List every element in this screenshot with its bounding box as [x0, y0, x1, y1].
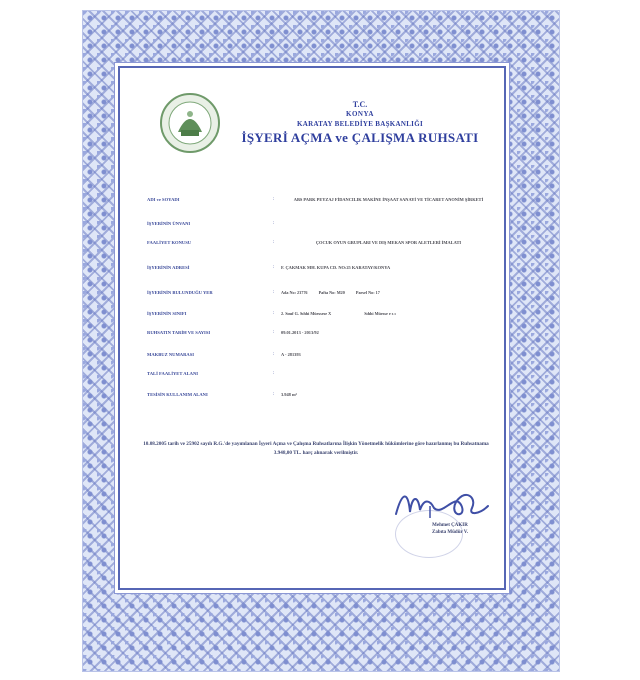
field-row-activity: [147, 240, 507, 262]
field-value: ÇOCUK OYUN GRUPLARI VE DIŞ MEKAN SPOR ALETLERİ İMALATI: [315, 240, 462, 245]
parcel-ada: Ada No: 23776: [281, 290, 308, 295]
handwritten-signature: [390, 484, 500, 524]
field-label: MAKBUZ NUMARASI: [147, 352, 195, 357]
field-value: F. ÇAKMAK MH. KUPA CD. NO:25 KARATAY/KONYA: [281, 265, 391, 270]
field-value: 3.948 m²: [281, 392, 297, 397]
field-colon: :: [273, 330, 275, 335]
field-label: TESİSİN KULLANIM ALANI: [147, 392, 208, 397]
signer-title: Zabıta Müdür V.: [432, 530, 468, 535]
field-row-name: [147, 197, 507, 219]
field-label: İŞYERİNİN ADRESİ: [147, 265, 190, 270]
field-colon: :: [273, 221, 275, 226]
field-label: İŞYERİNİN ÜNVANI: [147, 221, 191, 226]
field-colon: :: [273, 371, 275, 376]
class-primary: 2. Sınıf G. Sıhhi Müessese X: [281, 311, 332, 316]
field-label: ADI ve SOYADI: [147, 197, 180, 202]
signer-name: Mehmet ÇAKIR: [432, 523, 468, 528]
signer-block: [400, 522, 500, 536]
document-title: İŞYERİ AÇMA ve ÇALIŞMA RUHSATI: [241, 130, 479, 145]
field-label: FAALİYET KONUSU: [147, 240, 192, 245]
field-value-parts: [281, 311, 496, 316]
field-value: A - 281393: [281, 352, 301, 357]
field-colon: :: [273, 352, 275, 357]
parcel-pafta: Pafta No: M20: [318, 290, 345, 295]
field-label: TALİ FAALİYET ALANI: [147, 371, 199, 376]
field-value: 09.01.2013 - 2013/92: [281, 330, 319, 335]
field-row-location: [147, 290, 507, 312]
field-colon: :: [273, 311, 275, 316]
header-line-tc: T.C.: [352, 100, 368, 109]
header-line-city: KONYA: [346, 110, 374, 118]
header-line-municipality: KARATAY BELEDİYE BAŞKANLIĞI: [297, 120, 423, 128]
field-label: İŞYERİNİN BULUNDUĞU YER: [147, 290, 213, 295]
field-value-parts: [281, 290, 496, 295]
field-value: ABS PARK PEYZAJ FİDANCILIK MAKİNE İNŞAAT SANAYİ VE TİCARET ANONİM ŞİRKETİ: [293, 197, 484, 202]
field-label: RUHSATIN TARİH VE SAYISI: [147, 330, 211, 335]
field-colon: :: [273, 240, 275, 245]
field-row-permit-date: [147, 330, 507, 352]
field-row-usage-area: [147, 392, 507, 414]
class-secondary: Sıhhi Müesse e s ı: [364, 311, 396, 316]
field-colon: :: [273, 392, 275, 397]
field-label: İŞYERİNİN SINIFI: [147, 311, 187, 316]
field-colon: :: [273, 265, 275, 270]
field-row-secondary-activity: [147, 371, 507, 393]
field-colon: :: [273, 197, 275, 202]
field-colon: :: [273, 290, 275, 295]
field-row-address: [147, 265, 507, 287]
parcel-number: Parsel No: 17: [355, 290, 380, 295]
municipality-seal-logo: [159, 92, 221, 154]
certificate-statement: 10.08.2005 tarih ve 25902 sayılı R.G.'de yayımlanan İşyeri Açma ve Çalışma Ruhsatlarına İlişkin Yönetmelik hükümlerine göre hazırlanmış bu Ruhsatnama 3.948,00 TL. harç alınarak verilmiştir.: [143, 441, 489, 456]
